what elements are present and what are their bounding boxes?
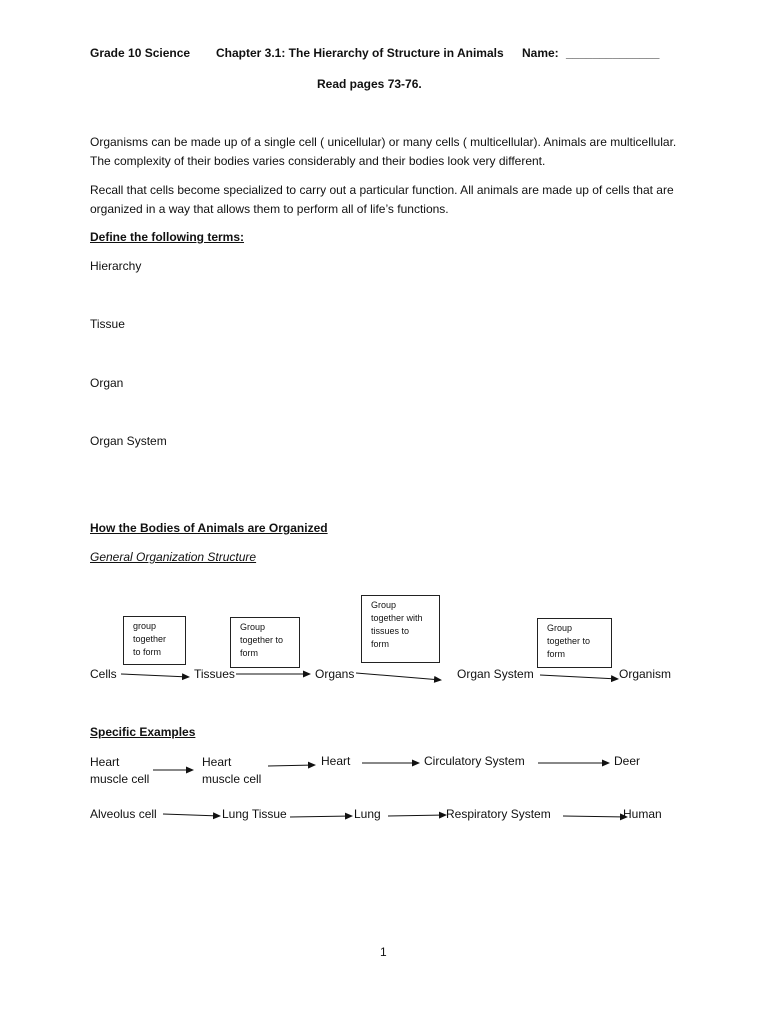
example-row2-item2: Lung Tissue [222, 807, 287, 821]
chapter-title: Chapter 3.1: The Hierarchy of Structure in Animals [216, 46, 504, 60]
flow-cells: Cells [90, 667, 117, 681]
term-tissue: Tissue [90, 317, 125, 331]
arrow-ex2-a [163, 814, 220, 816]
flow-box-1: group together to form [123, 616, 186, 665]
arrow-organs-system [356, 673, 441, 680]
flow-organism: Organism [619, 667, 672, 681]
term-organ: Organ [90, 376, 124, 390]
name-label: Name: [522, 46, 559, 60]
example-row1-item1: Heart muscle cell [90, 755, 150, 786]
arrow-ex2-c [388, 815, 446, 816]
define-heading: Define the following terms: [90, 230, 245, 244]
flow-organ-system: Organ System [457, 667, 534, 681]
intro-paragraph-1: Organisms can be made up of a single cell ( unicellular) or many cells ( multicellular). Animals are multicellular. The complexity of their bodies varies considerably and their bodies look very different. [90, 135, 677, 168]
organization-heading: How the Bodies of Animals are Organized [90, 521, 328, 535]
examples-heading: Specific Examples [90, 725, 196, 739]
example-row1-item4: Circulatory System [424, 754, 525, 768]
flow-box-4: Group together to form [537, 618, 612, 668]
page-number: 1 [380, 945, 387, 959]
example-row2-item3: Lung [354, 807, 381, 821]
organization-subheading: General Organization Structure [90, 550, 257, 564]
term-hierarchy: Hierarchy [90, 259, 142, 273]
arrow-ex1-b [268, 765, 315, 766]
course-title: Grade 10 Science [90, 46, 191, 60]
flow-box-2: Group together to form [230, 617, 300, 668]
example-row2-item5: Human [623, 807, 662, 821]
arrow-cells-tissues [121, 674, 189, 677]
example-row2-item4: Respiratory System [446, 807, 551, 821]
arrow-ex2-d [563, 816, 627, 817]
example-row1-item5: Deer [614, 754, 641, 768]
flow-tissues: Tissues [194, 667, 235, 681]
flow-box-3: Group together with tissues to form [361, 595, 440, 663]
example-row2-item1: Alveolus cell [90, 807, 157, 821]
name-blank: ______________ [566, 46, 660, 60]
example-row1-item3: Heart [321, 754, 351, 768]
read-pages: Read pages 73-76. [317, 77, 422, 91]
arrow-system-organism [540, 675, 618, 679]
intro-paragraph-2: Recall that cells become specialized to carry out a particular function. All animals are made up of cells that are organized in a way that allows them to perform all of life’s functions. [90, 183, 674, 216]
term-organ-system: Organ System [90, 434, 167, 448]
example-row1-item2: Heart muscle cell [202, 755, 262, 786]
arrow-ex2-b [290, 816, 352, 817]
flow-organs: Organs [315, 667, 355, 681]
